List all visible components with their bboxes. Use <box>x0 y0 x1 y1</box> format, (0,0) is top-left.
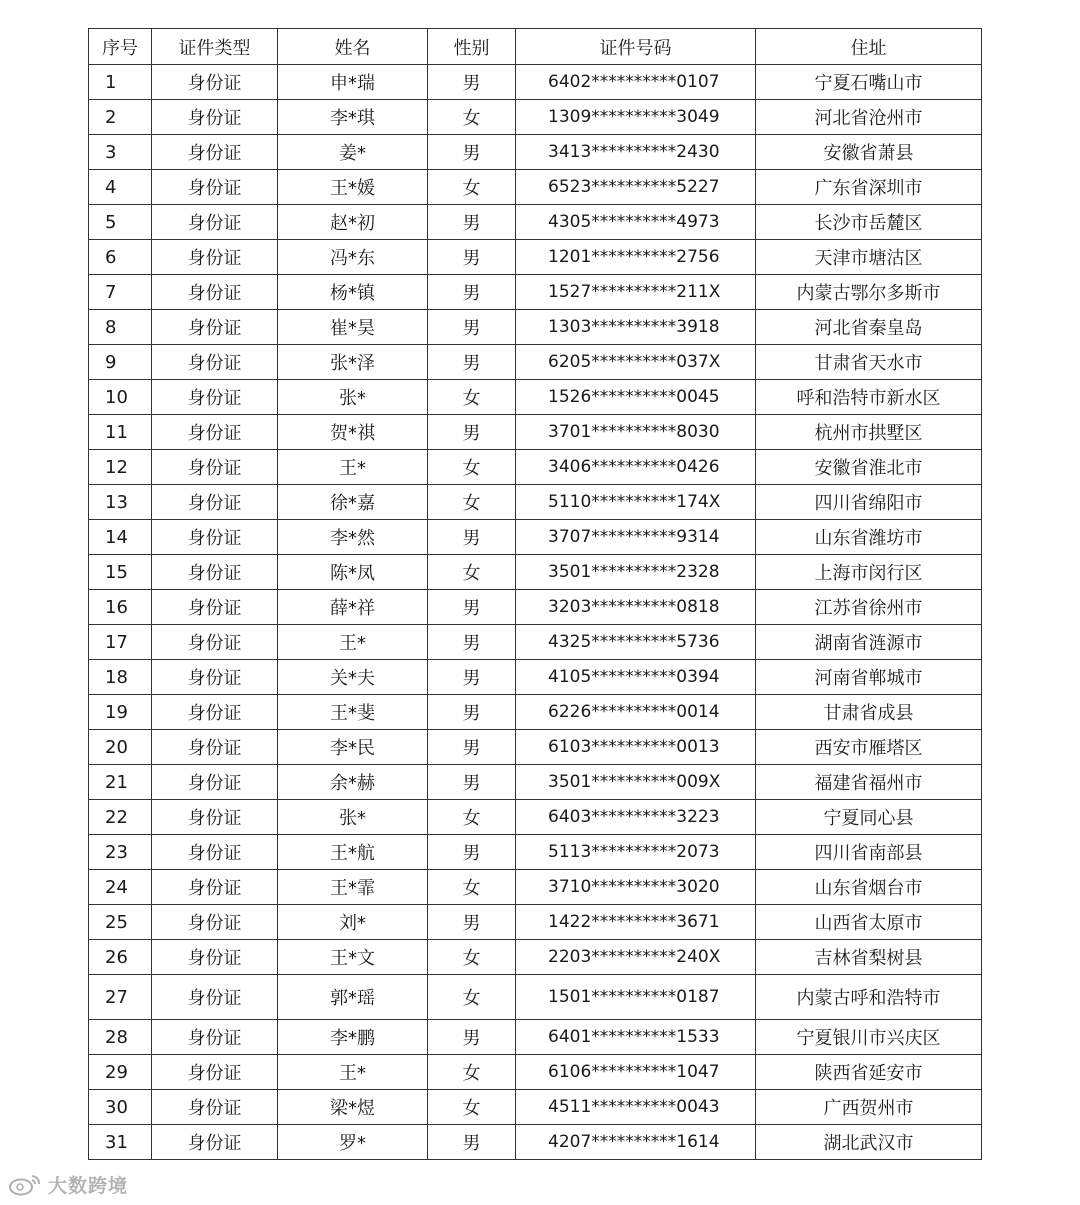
cell-gender: 男 <box>428 730 516 765</box>
cell-id-number: 2203**********240X <box>516 940 756 975</box>
cell-id-type: 身份证 <box>152 310 278 345</box>
table-row <box>89 940 982 975</box>
cell-name: 申*瑞 <box>278 65 428 100</box>
cell-address: 广西贺州市 <box>756 1090 982 1125</box>
header-serial-number: 序号 <box>89 29 152 65</box>
cell-serial-number: 9 <box>89 345 152 380</box>
cell-id-type: 身份证 <box>152 870 278 905</box>
cell-serial-number: 4 <box>89 170 152 205</box>
cell-address: 杭州市拱墅区 <box>756 415 982 450</box>
cell-serial-number: 25 <box>89 905 152 940</box>
table-row <box>89 555 982 590</box>
cell-name: 王* <box>278 450 428 485</box>
cell-id-type: 身份证 <box>152 1090 278 1125</box>
cell-id-number: 6402**********0107 <box>516 65 756 100</box>
cell-serial-number: 13 <box>89 485 152 520</box>
weibo-logo-icon <box>8 1172 44 1196</box>
cell-address: 河北省秦皇岛 <box>756 310 982 345</box>
cell-address: 呼和浩特市新水区 <box>756 380 982 415</box>
table-row <box>89 590 982 625</box>
table-body <box>89 65 982 1160</box>
table-row <box>89 275 982 310</box>
header-address: 住址 <box>756 29 982 65</box>
cell-gender: 男 <box>428 205 516 240</box>
table-row <box>89 975 982 1020</box>
cell-id-type: 身份证 <box>152 660 278 695</box>
table-row <box>89 520 982 555</box>
table-row <box>89 905 982 940</box>
cell-address: 天津市塘沽区 <box>756 240 982 275</box>
cell-serial-number: 16 <box>89 590 152 625</box>
cell-address: 甘肃省天水市 <box>756 345 982 380</box>
cell-address: 四川省南部县 <box>756 835 982 870</box>
cell-gender: 男 <box>428 415 516 450</box>
cell-name: 崔*昊 <box>278 310 428 345</box>
cell-name: 张* <box>278 380 428 415</box>
cell-name: 王* <box>278 625 428 660</box>
cell-id-number: 1303**********3918 <box>516 310 756 345</box>
cell-serial-number: 30 <box>89 1090 152 1125</box>
header-name: 姓名 <box>278 29 428 65</box>
cell-gender: 男 <box>428 695 516 730</box>
cell-id-number: 4325**********5736 <box>516 625 756 660</box>
cell-name: 李*然 <box>278 520 428 555</box>
cell-id-number: 6205**********037X <box>516 345 756 380</box>
cell-name: 李*民 <box>278 730 428 765</box>
cell-id-type: 身份证 <box>152 135 278 170</box>
watermark-text: 大数跨境 <box>48 1174 129 1197</box>
cell-address: 安徽省萧县 <box>756 135 982 170</box>
cell-name: 罗* <box>278 1125 428 1160</box>
cell-gender: 男 <box>428 765 516 800</box>
table-row <box>89 835 982 870</box>
cell-id-number: 3413**********2430 <box>516 135 756 170</box>
cell-gender: 女 <box>428 1055 516 1090</box>
cell-serial-number: 24 <box>89 870 152 905</box>
cell-serial-number: 8 <box>89 310 152 345</box>
table-row <box>89 1125 982 1160</box>
cell-id-number: 1201**********2756 <box>516 240 756 275</box>
table-row <box>89 800 982 835</box>
cell-name: 王*媛 <box>278 170 428 205</box>
cell-id-type: 身份证 <box>152 905 278 940</box>
table-row <box>89 380 982 415</box>
cell-address: 江苏省徐州市 <box>756 590 982 625</box>
table-row <box>89 870 982 905</box>
cell-serial-number: 28 <box>89 1020 152 1055</box>
cell-serial-number: 3 <box>89 135 152 170</box>
cell-gender: 男 <box>428 65 516 100</box>
cell-serial-number: 15 <box>89 555 152 590</box>
cell-id-type: 身份证 <box>152 695 278 730</box>
cell-gender: 男 <box>428 1125 516 1160</box>
cell-name: 冯*东 <box>278 240 428 275</box>
cell-serial-number: 18 <box>89 660 152 695</box>
cell-id-number: 5113**********2073 <box>516 835 756 870</box>
table-header-row <box>89 29 982 65</box>
cell-id-number: 1526**********0045 <box>516 380 756 415</box>
cell-gender: 女 <box>428 450 516 485</box>
cell-id-number: 5110**********174X <box>516 485 756 520</box>
cell-address: 上海市闵行区 <box>756 555 982 590</box>
cell-gender: 女 <box>428 485 516 520</box>
cell-address: 河南省郸城市 <box>756 660 982 695</box>
cell-id-type: 身份证 <box>152 765 278 800</box>
cell-id-number: 3701**********8030 <box>516 415 756 450</box>
cell-id-type: 身份证 <box>152 590 278 625</box>
cell-address: 西安市雁塔区 <box>756 730 982 765</box>
cell-gender: 男 <box>428 275 516 310</box>
cell-serial-number: 10 <box>89 380 152 415</box>
table-row <box>89 135 982 170</box>
cell-address: 宁夏同心县 <box>756 800 982 835</box>
cell-id-type: 身份证 <box>152 450 278 485</box>
cell-address: 陕西省延安市 <box>756 1055 982 1090</box>
cell-id-type: 身份证 <box>152 835 278 870</box>
cell-id-number: 4511**********0043 <box>516 1090 756 1125</box>
cell-serial-number: 1 <box>89 65 152 100</box>
cell-id-number: 3203**********0818 <box>516 590 756 625</box>
cell-id-number: 6103**********0013 <box>516 730 756 765</box>
cell-address: 湖南省涟源市 <box>756 625 982 660</box>
cell-id-type: 身份证 <box>152 170 278 205</box>
watermark <box>8 1170 128 1198</box>
cell-id-number: 1501**********0187 <box>516 975 756 1020</box>
table-row <box>89 765 982 800</box>
cell-gender: 男 <box>428 660 516 695</box>
cell-gender: 男 <box>428 1020 516 1055</box>
table-row <box>89 450 982 485</box>
cell-serial-number: 5 <box>89 205 152 240</box>
cell-id-type: 身份证 <box>152 1125 278 1160</box>
cell-name: 徐*嘉 <box>278 485 428 520</box>
table-row <box>89 205 982 240</box>
table-row <box>89 415 982 450</box>
cell-name: 余*赫 <box>278 765 428 800</box>
cell-address: 河北省沧州市 <box>756 100 982 135</box>
cell-name: 李*琪 <box>278 100 428 135</box>
cell-name: 王* <box>278 1055 428 1090</box>
cell-serial-number: 7 <box>89 275 152 310</box>
cell-serial-number: 2 <box>89 100 152 135</box>
cell-serial-number: 11 <box>89 415 152 450</box>
cell-gender: 女 <box>428 870 516 905</box>
header-id-number: 证件号码 <box>516 29 756 65</box>
table-row <box>89 240 982 275</box>
cell-id-type: 身份证 <box>152 415 278 450</box>
cell-id-type: 身份证 <box>152 800 278 835</box>
cell-serial-number: 19 <box>89 695 152 730</box>
cell-id-type: 身份证 <box>152 555 278 590</box>
cell-address: 山东省烟台市 <box>756 870 982 905</box>
cell-serial-number: 22 <box>89 800 152 835</box>
cell-name: 王*斐 <box>278 695 428 730</box>
cell-name: 贺*祺 <box>278 415 428 450</box>
cell-serial-number: 21 <box>89 765 152 800</box>
table-row <box>89 1055 982 1090</box>
cell-id-number: 6403**********3223 <box>516 800 756 835</box>
cell-id-type: 身份证 <box>152 1020 278 1055</box>
table-row <box>89 1020 982 1055</box>
cell-serial-number: 29 <box>89 1055 152 1090</box>
cell-gender: 女 <box>428 975 516 1020</box>
cell-id-number: 6523**********5227 <box>516 170 756 205</box>
person-roster-table <box>88 28 982 1160</box>
cell-gender: 男 <box>428 240 516 275</box>
cell-id-number: 3501**********009X <box>516 765 756 800</box>
cell-name: 关*夫 <box>278 660 428 695</box>
cell-gender: 男 <box>428 345 516 380</box>
cell-id-type: 身份证 <box>152 345 278 380</box>
cell-id-number: 1309**********3049 <box>516 100 756 135</box>
cell-name: 姜* <box>278 135 428 170</box>
table-row <box>89 660 982 695</box>
cell-address: 宁夏石嘴山市 <box>756 65 982 100</box>
cell-id-number: 3406**********0426 <box>516 450 756 485</box>
cell-address: 湖北武汉市 <box>756 1125 982 1160</box>
table-row <box>89 730 982 765</box>
cell-gender: 男 <box>428 310 516 345</box>
cell-id-number: 3710**********3020 <box>516 870 756 905</box>
cell-address: 福建省福州市 <box>756 765 982 800</box>
cell-serial-number: 14 <box>89 520 152 555</box>
cell-id-type: 身份证 <box>152 485 278 520</box>
cell-address: 甘肃省成县 <box>756 695 982 730</box>
cell-gender: 男 <box>428 835 516 870</box>
cell-address: 四川省绵阳市 <box>756 485 982 520</box>
table-row <box>89 310 982 345</box>
cell-serial-number: 27 <box>89 975 152 1020</box>
cell-name: 张*泽 <box>278 345 428 380</box>
cell-id-type: 身份证 <box>152 975 278 1020</box>
cell-name: 李*鹏 <box>278 1020 428 1055</box>
cell-id-number: 1527**********211X <box>516 275 756 310</box>
cell-id-type: 身份证 <box>152 275 278 310</box>
cell-id-number: 4105**********0394 <box>516 660 756 695</box>
table-row <box>89 695 982 730</box>
cell-name: 杨*镇 <box>278 275 428 310</box>
table-row <box>89 485 982 520</box>
cell-name: 梁*煜 <box>278 1090 428 1125</box>
cell-id-number: 3501**********2328 <box>516 555 756 590</box>
table-row <box>89 170 982 205</box>
cell-gender: 男 <box>428 520 516 555</box>
cell-id-type: 身份证 <box>152 940 278 975</box>
cell-id-number: 6226**********0014 <box>516 695 756 730</box>
cell-id-type: 身份证 <box>152 625 278 660</box>
cell-gender: 女 <box>428 1090 516 1125</box>
cell-gender: 女 <box>428 555 516 590</box>
cell-id-number: 4305**********4973 <box>516 205 756 240</box>
cell-id-number: 4207**********1614 <box>516 1125 756 1160</box>
table-row <box>89 100 982 135</box>
cell-gender: 男 <box>428 135 516 170</box>
cell-address: 长沙市岳麓区 <box>756 205 982 240</box>
table-row <box>89 1090 982 1125</box>
cell-serial-number: 20 <box>89 730 152 765</box>
header-id-type: 证件类型 <box>152 29 278 65</box>
cell-id-type: 身份证 <box>152 205 278 240</box>
cell-serial-number: 6 <box>89 240 152 275</box>
cell-gender: 女 <box>428 100 516 135</box>
cell-address: 内蒙古呼和浩特市 <box>756 975 982 1020</box>
table-row <box>89 345 982 380</box>
cell-id-number: 3707**********9314 <box>516 520 756 555</box>
cell-id-type: 身份证 <box>152 65 278 100</box>
cell-serial-number: 12 <box>89 450 152 485</box>
cell-serial-number: 26 <box>89 940 152 975</box>
cell-id-number: 6106**********1047 <box>516 1055 756 1090</box>
cell-address: 安徽省淮北市 <box>756 450 982 485</box>
cell-name: 陈*凤 <box>278 555 428 590</box>
cell-id-number: 1422**********3671 <box>516 905 756 940</box>
cell-name: 刘* <box>278 905 428 940</box>
cell-address: 内蒙古鄂尔多斯市 <box>756 275 982 310</box>
cell-id-type: 身份证 <box>152 380 278 415</box>
cell-gender: 女 <box>428 170 516 205</box>
cell-gender: 女 <box>428 800 516 835</box>
cell-id-type: 身份证 <box>152 1055 278 1090</box>
cell-address: 吉林省梨树县 <box>756 940 982 975</box>
table-row <box>89 65 982 100</box>
cell-name: 王*航 <box>278 835 428 870</box>
cell-id-type: 身份证 <box>152 730 278 765</box>
cell-id-number: 6401**********1533 <box>516 1020 756 1055</box>
cell-serial-number: 31 <box>89 1125 152 1160</box>
table-row <box>89 625 982 660</box>
cell-gender: 女 <box>428 940 516 975</box>
cell-gender: 男 <box>428 590 516 625</box>
cell-name: 赵*初 <box>278 205 428 240</box>
cell-address: 宁夏银川市兴庆区 <box>756 1020 982 1055</box>
cell-address: 山西省太原市 <box>756 905 982 940</box>
cell-name: 薛*祥 <box>278 590 428 625</box>
header-gender: 性别 <box>428 29 516 65</box>
cell-id-type: 身份证 <box>152 240 278 275</box>
cell-name: 王*文 <box>278 940 428 975</box>
cell-name: 郭*瑶 <box>278 975 428 1020</box>
cell-name: 张* <box>278 800 428 835</box>
cell-serial-number: 17 <box>89 625 152 660</box>
cell-id-type: 身份证 <box>152 100 278 135</box>
cell-address: 广东省深圳市 <box>756 170 982 205</box>
cell-address: 山东省潍坊市 <box>756 520 982 555</box>
cell-gender: 女 <box>428 380 516 415</box>
cell-gender: 男 <box>428 625 516 660</box>
cell-serial-number: 23 <box>89 835 152 870</box>
cell-name: 王*霏 <box>278 870 428 905</box>
cell-gender: 男 <box>428 905 516 940</box>
cell-id-type: 身份证 <box>152 520 278 555</box>
